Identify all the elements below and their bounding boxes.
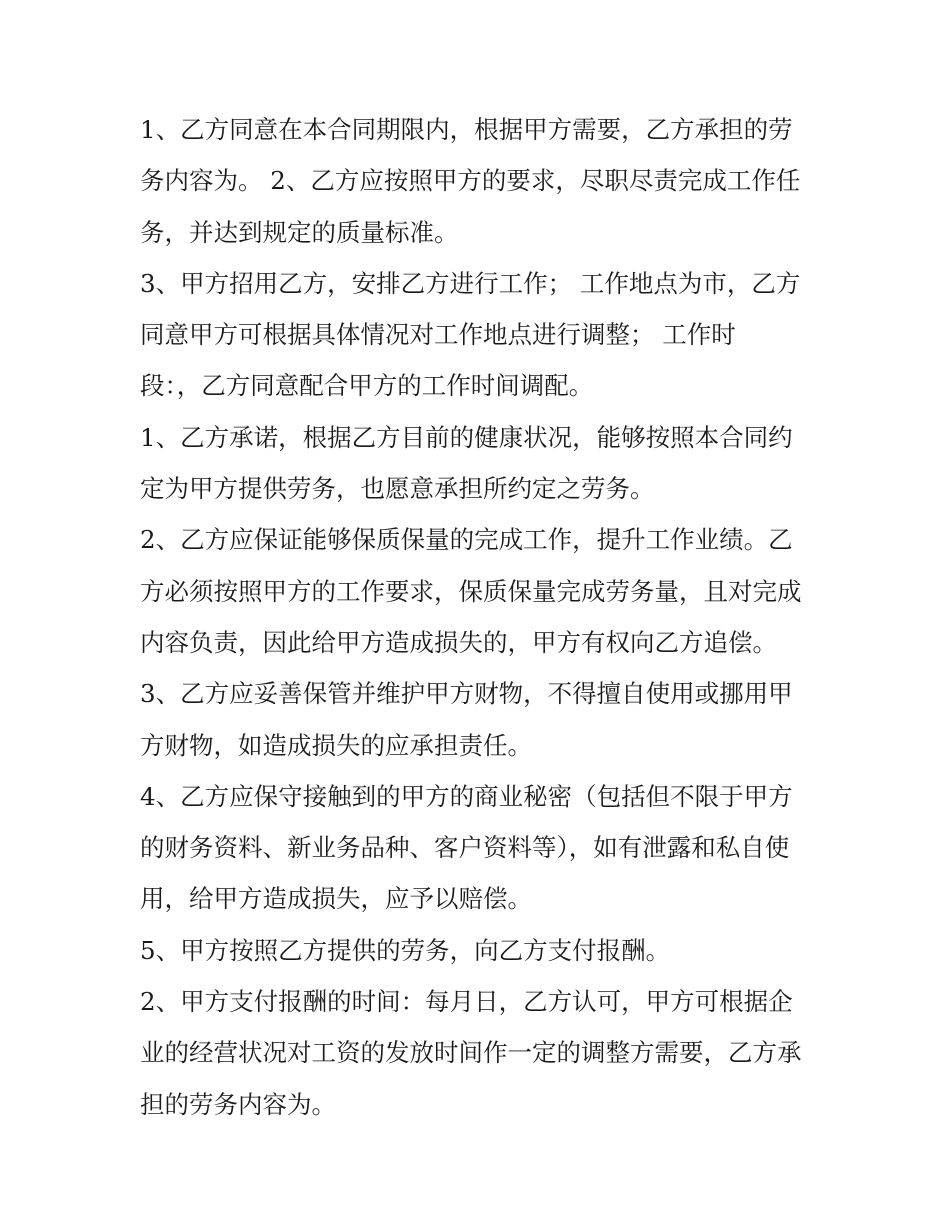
text-line: 方必须按照甲方的工作要求，保质保量完成劳务量，且对完成 xyxy=(140,576,802,606)
text-line: 务，并达到规定的质量标准。 xyxy=(140,217,459,247)
text-line: 方财物，如造成损失的应承担责任。 xyxy=(140,730,532,760)
text-line: 务内容为。 2、乙方应按照甲方的要求，尽职尽责完成工作任 xyxy=(140,166,801,196)
text-line: 3、乙方应妥善保管并维护甲方财物，不得擅自使用或挪用甲 xyxy=(140,679,793,709)
text-line: 1、乙方承诺，根据乙方目前的健康状况，能够按照本合同约 xyxy=(140,422,793,452)
text-line: 2、乙方应保证能够保质保量的完成工作，提升工作业绩。乙 xyxy=(140,525,793,555)
text-line: 同意甲方可根据具体情况对工作地点进行调整； 工作时 xyxy=(140,320,736,350)
text-line: 1、乙方同意在本合同期限内，根据甲方需要，乙方承担的劳 xyxy=(140,115,793,144)
text-line: 3、甲方招用乙方，安排乙方进行工作； 工作地点为市，乙方 xyxy=(140,268,801,298)
text-line: 段：，乙方同意配合甲方的工作时间调配。 xyxy=(140,371,594,401)
text-line: 担的劳务内容为。 xyxy=(140,1089,336,1119)
text-line: 内容负责，因此给甲方造成损失的，甲方有权向乙方追偿。 xyxy=(140,627,777,657)
text-line: 用，给甲方造成损失，应予以赔偿。 xyxy=(140,884,532,914)
text-line: 业的经营状况对工资的发放时间作一定的调整方需要，乙方承 xyxy=(140,1038,802,1068)
contract-text xyxy=(140,104,820,1130)
text-line: 定为甲方提供劳务，也愿意承担所约定之劳务。 xyxy=(140,474,655,504)
text-line: 2、甲方支付报酬的时间：每月日，乙方认可，甲方可根据企 xyxy=(140,987,793,1017)
text-line: 4、乙方应保守接触到的甲方的商业秘密（包括但不限于甲方 xyxy=(140,781,793,811)
text-line: 的财务资料、新业务品种、客户资料等），如有泄露和私自使 xyxy=(140,833,790,863)
text-line: 5、甲方按照乙方提供的劳务，向乙方支付报酬。 xyxy=(140,935,671,965)
